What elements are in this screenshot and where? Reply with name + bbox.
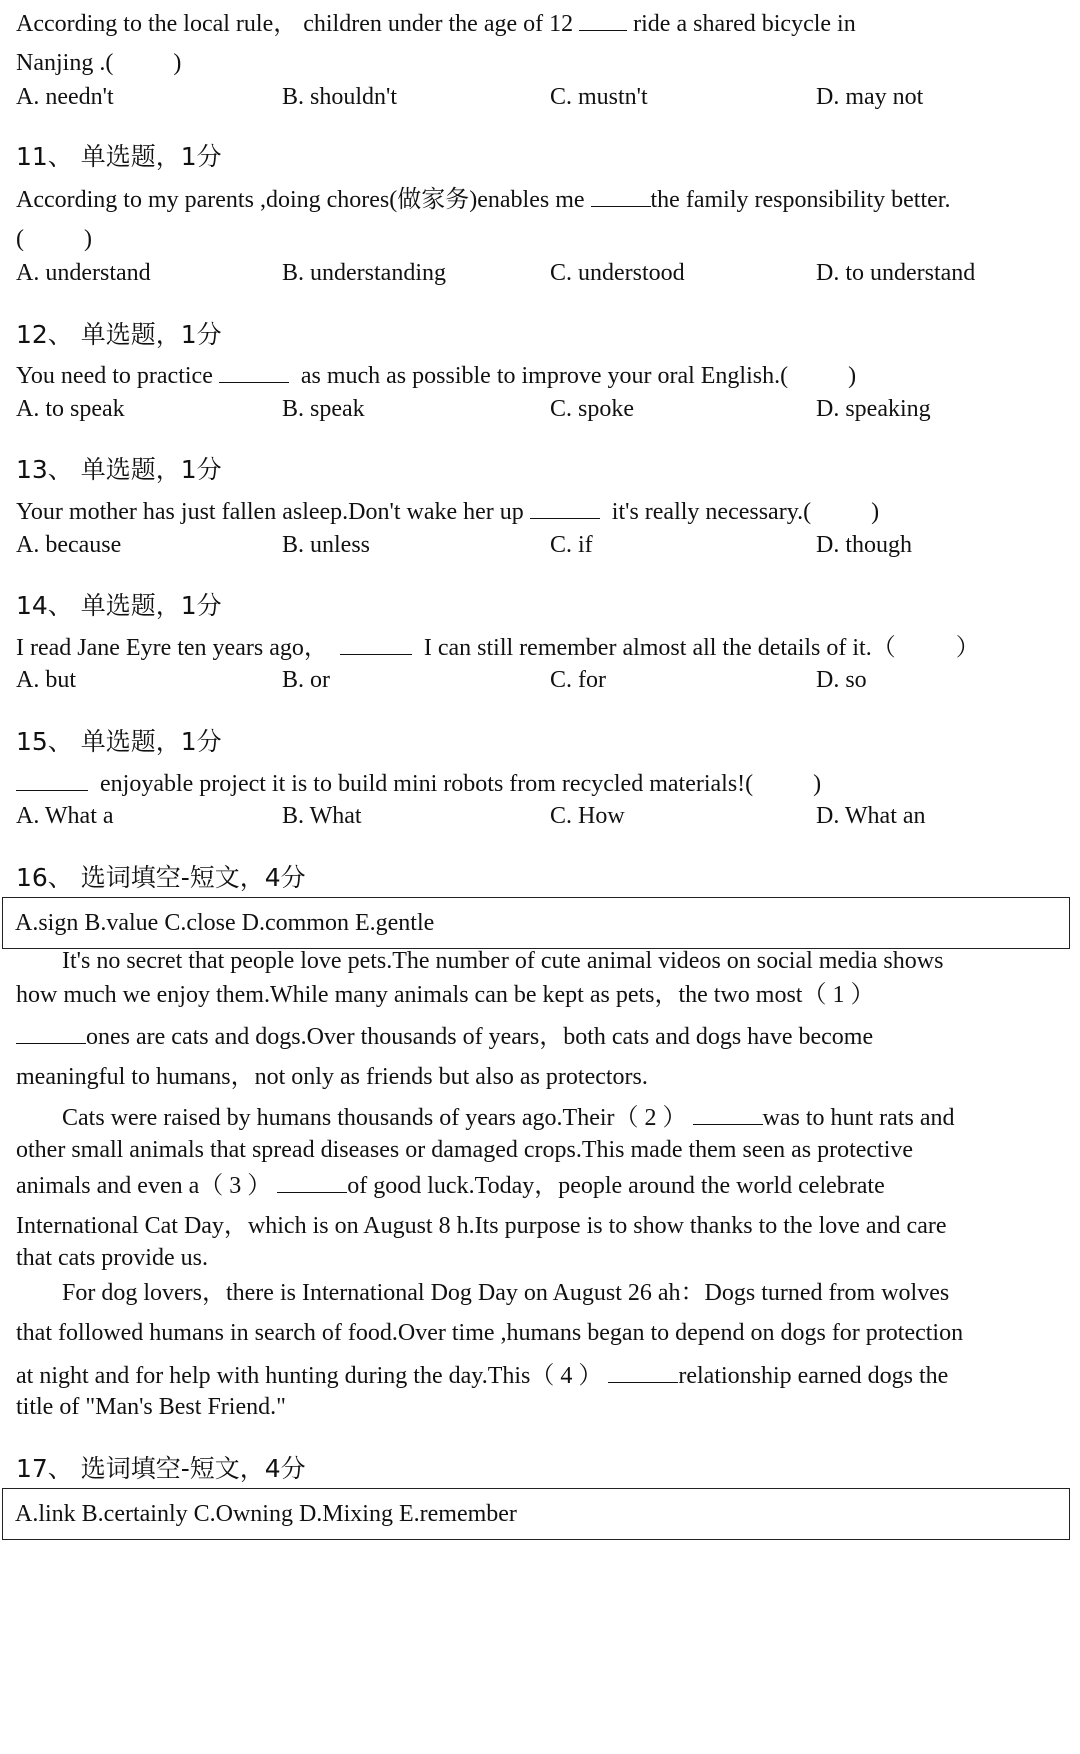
q11-option-d[interactable]: D. to understand [816, 260, 976, 286]
q17-header: 17、 选词填空-短文，4分 [16, 1454, 306, 1483]
q13-header: 13、 单选题，1分 [16, 455, 222, 484]
q15-option-d[interactable]: D. What an [816, 803, 926, 829]
q13-options [16, 530, 1080, 560]
q14-stem: I read Jane Eyre ten years ago， I can still remember almost all the details of it.（ ） [16, 632, 980, 663]
q16-passage-p2-line4: International Cat Day，which is on August 8 h.Its purpose is to show thanks to the love and care [16, 1213, 947, 1239]
q16-passage-p1-line4: meaningful to humans，not only as friends but also as protectors. [16, 1064, 648, 1090]
q15-options [16, 801, 1080, 831]
q11-options [16, 258, 1080, 288]
q14-header: 14、 单选题，1分 [16, 591, 222, 620]
q16-passage-p3-line4: title of "Man's Best Friend." [16, 1394, 286, 1420]
q12-options [16, 394, 1080, 424]
q16-passage-p3-line1: For dog lovers，there is International Dog Day on August 26 ah：Dogs turned from wolves [62, 1280, 950, 1306]
q14-option-d[interactable]: D. so [816, 667, 867, 693]
q13-blank[interactable] [530, 496, 600, 519]
q12-option-c[interactable]: C. spoke [550, 396, 634, 422]
q16-passage-p3-line2: that followed humans in search of food.Over time ,humans began to depend on dogs for protection [16, 1320, 964, 1346]
q16-passage-p3-line3: at night and for help with hunting during the day.This（ 4 ） relationship earned dogs the [16, 1360, 948, 1391]
q12-option-d[interactable]: D. speaking [816, 396, 931, 422]
q16-passage-p2-line1: Cats were raised by humans thousands of years ago.Their（ 2 ） was to hunt rats and [62, 1102, 954, 1133]
q15-stem: enjoyable project it is to build mini robots from recycled materials!( ) [16, 768, 821, 799]
q14-option-c[interactable]: C. for [550, 667, 606, 693]
q12-stem: You need to practice as much as possible to improve your oral English.( ) [16, 360, 856, 391]
q16-passage-p2-line2: other small animals that spread diseases or damaged crops.This made them seen as protective [16, 1137, 914, 1163]
q16-passage-p2-line3: animals and even a（ 3 ） of good luck.Today，people around the world celebrate [16, 1170, 885, 1201]
q16-passage-p2-line5: that cats provide us. [16, 1245, 208, 1271]
q13-option-c[interactable]: C. if [550, 532, 593, 558]
q10-option-b[interactable]: B. shouldn't [282, 84, 398, 110]
q16-passage-p1-line1: It's no secret that people love pets.The number of cute animal videos on social media shows [62, 948, 944, 974]
q10-stem-line2: Nanjing .( ) [16, 50, 182, 76]
q11-option-c[interactable]: C. understood [550, 260, 685, 286]
q15-option-c[interactable]: C. How [550, 803, 625, 829]
q15-header: 15、 单选题，1分 [16, 727, 222, 756]
q16-passage-p1-line2: how much we enjoy them.While many animals can be kept as pets，the two most（ 1 ） [16, 982, 875, 1008]
q14-blank[interactable] [340, 632, 412, 655]
q14-option-a[interactable]: A. but [16, 667, 76, 693]
q11-stem-line2: ( ) [16, 226, 92, 252]
q15-option-b[interactable]: B. What [282, 803, 362, 829]
q16-blank-3[interactable] [277, 1170, 347, 1193]
q13-option-a[interactable]: A. because [16, 532, 122, 558]
q14-options [16, 665, 1080, 695]
q11-option-b[interactable]: B. understanding [282, 260, 446, 286]
q13-option-b[interactable]: B. unless [282, 532, 371, 558]
q15-blank[interactable] [16, 768, 88, 791]
q12-option-a[interactable]: A. to speak [16, 396, 125, 422]
q10-blank[interactable] [579, 8, 627, 31]
q16-blank-2[interactable] [693, 1102, 763, 1125]
q14-option-b[interactable]: B. or [282, 667, 330, 693]
q10-option-c[interactable]: C. mustn't [550, 84, 648, 110]
q10-stem-line1: According to the local rule， children under the age of 12 ride a shared bicycle in [16, 8, 856, 39]
q10-options [16, 82, 1080, 112]
q12-blank[interactable] [219, 360, 289, 383]
q17-word-bank: A.link B.certainly C.Owning D.Mixing E.remember [2, 1488, 1070, 1540]
q11-option-a[interactable]: A. understand [16, 260, 151, 286]
q16-passage-p1-line3: ones are cats and dogs.Over thousands of years，both cats and dogs have become [16, 1021, 873, 1052]
q11-stem-line1: According to my parents ,doing chores(做家务)enables me the family responsibility better. [16, 184, 950, 215]
q11-blank[interactable] [591, 184, 651, 207]
q16-blank-4[interactable] [608, 1360, 678, 1383]
q13-stem: Your mother has just fallen asleep.Don't wake her up it's really necessary.( ) [16, 496, 879, 527]
q16-blank-1[interactable] [16, 1021, 86, 1044]
q10-option-d[interactable]: D. may not [816, 84, 924, 110]
q11-header: 11、 单选题，1分 [16, 142, 222, 171]
q10-option-a[interactable]: A. needn't [16, 84, 114, 110]
q13-option-d[interactable]: D. though [816, 532, 912, 558]
q15-option-a[interactable]: A. What a [16, 803, 114, 829]
q16-word-bank: A.sign B.value C.close D.common E.gentle [2, 897, 1070, 949]
q16-header: 16、 选词填空-短文，4分 [16, 863, 306, 892]
q12-header: 12、 单选题，1分 [16, 320, 222, 349]
q12-option-b[interactable]: B. speak [282, 396, 365, 422]
